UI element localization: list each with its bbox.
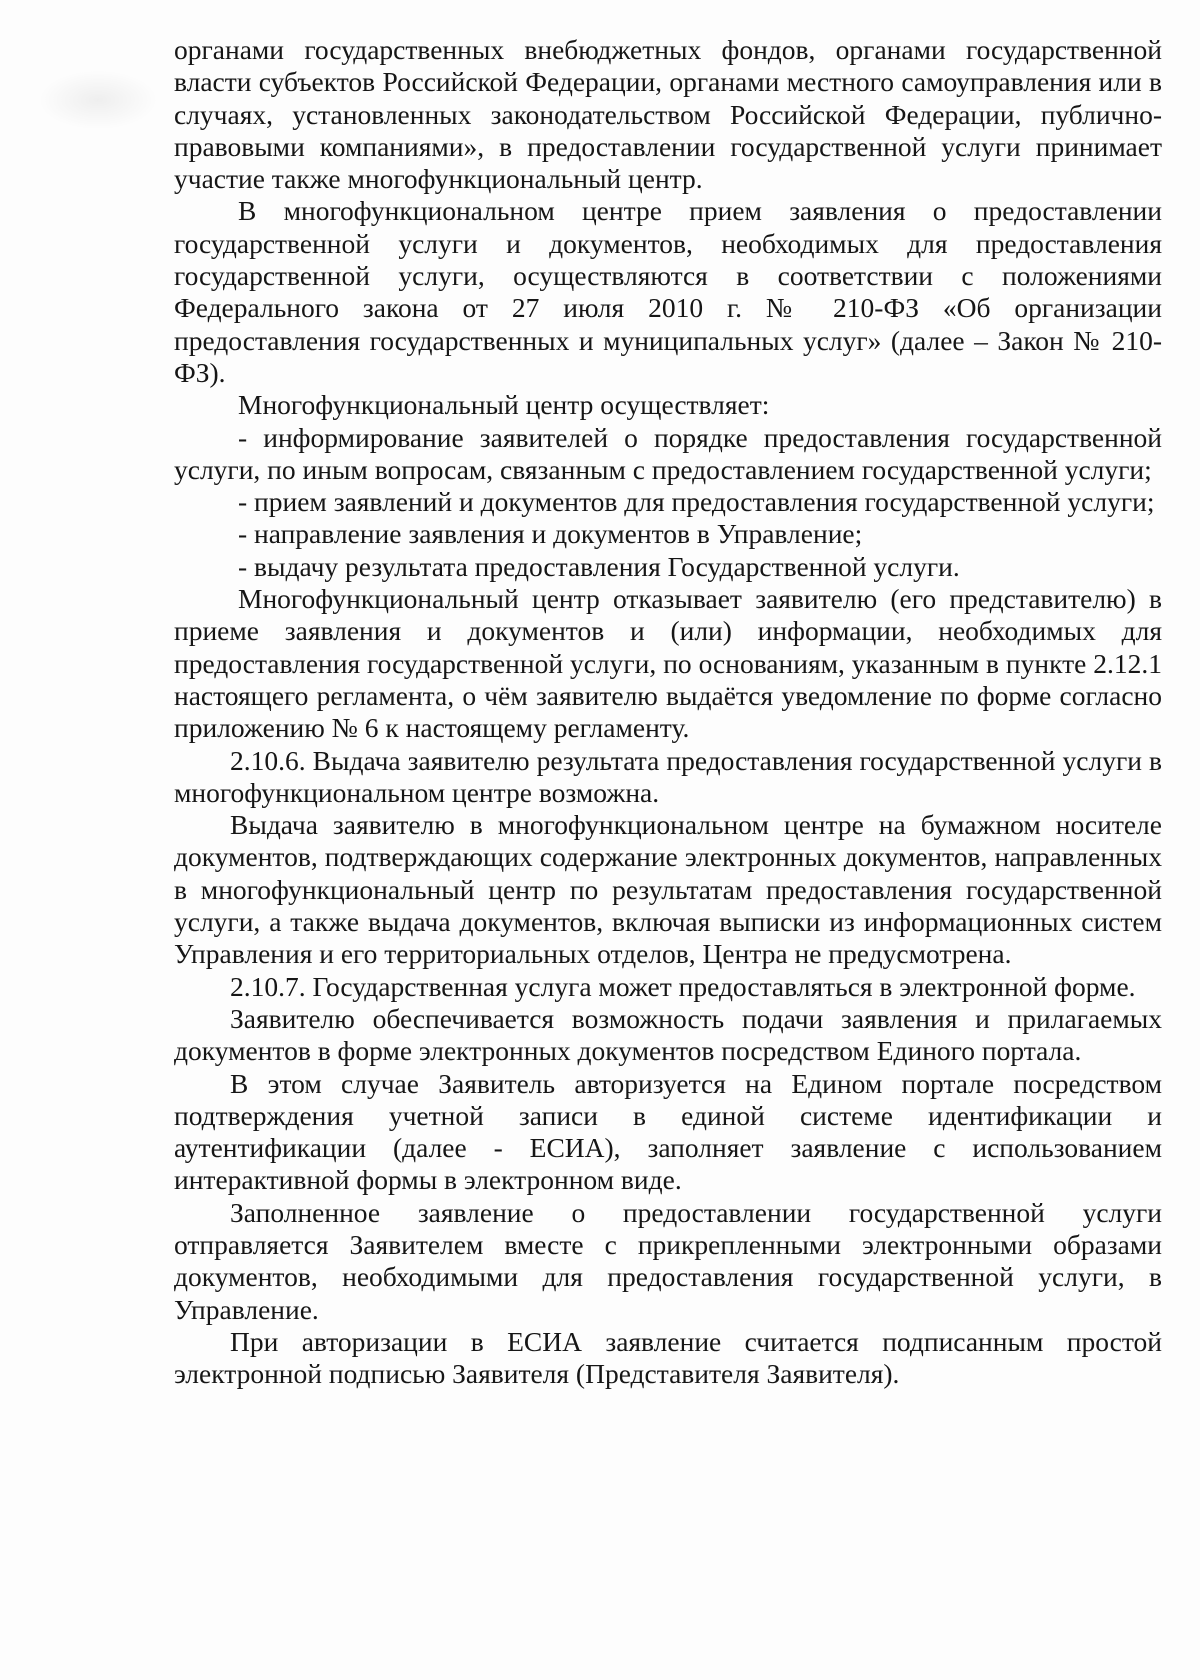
section-heading-paragraph: 2.10.6. Выдача заявителю результата предоставления государственной услуги в многофункциональном центре возможна.	[174, 744, 1162, 808]
paragraph: Заявителю обеспечивается возможность подачи заявления и прилагаемых документов в форме электронных документов посредством Единого портала.	[174, 1002, 1162, 1067]
paragraph: Заполненное заявление о предоставлении государственной услуги отправляется Заявителем вместе с прикрепленными электронными образами документов, необходимыми для предоставления государственной услуги, в Управление.	[174, 1196, 1162, 1325]
paragraph: Многофункциональный центр отказывает заявителю (его представителю) в приеме заявления и документов и (или) информации, необходимых для предоставления государственной услуги, по основаниям, указанным в пункте 2.12.1 настоящего регламента, о чём заявителю выдаётся уведомление по форме согласно приложению № 6 к настоящему регламенту.	[174, 583, 1162, 744]
paragraph: При авторизации в ЕСИА заявление считается подписанным простой электронной подписью Заявителя (Представителя Заявителя).	[174, 1325, 1162, 1390]
paragraph: В многофункциональном центре прием заявления о предоставлении государственной услуги и документов, необходимых для предоставления государственной услуги, осуществляются в соответствии с положениями Федерального закона от 27 июля 2010 г. № 210-ФЗ «Об организации предоставления государственных и муниципальных услуг» (далее – Закон № 210-ФЗ).	[174, 195, 1162, 388]
scan-smudge	[38, 70, 158, 130]
list-item: - прием заявлений и документов для предоставления государственной услуги;	[238, 486, 1155, 518]
list-item: - выдачу результата предоставления Государственной услуги.	[238, 550, 960, 582]
paragraph: органами государственных внебюджетных фондов, органами государственной власти субъектов Российской Федерации, органами местного самоуправления или в случаях, установленных законодательством Российской Федерации, публично-правовыми компаниями», в предоставлении государственной услуги принимает участие также многофункциональный центр.	[174, 34, 1162, 195]
paragraph: Выдача заявителю в многофункциональном центре на бумажном носителе документов, подтверждающих содержание электронных документов, направленных в многофункциональный центр по результатам предоставления государственной услуги, а также выдача документов, включая выписки из информационных систем Управления и его территориальных отделов, Центра не предусмотрена.	[174, 809, 1162, 970]
list-item: - направление заявления и документов в Управление;	[238, 518, 863, 550]
list-item: - информирование заявителей о порядке предоставления государственной услуги, по иным вопросам, связанным с предоставлением государственной услуги;	[174, 421, 1162, 485]
document-body	[174, 34, 1162, 1390]
paragraph: В этом случае Заявитель авторизуется на Едином портале посредством подтверждения учетной записи в единой системе идентификации и аутентификации (далее - ЕСИА), заполняет заявление с использованием интерактивной формы в электронном виде.	[174, 1067, 1162, 1196]
section-heading-paragraph: 2.10.7. Государственная услуга может предоставляться в электронной форме.	[230, 970, 1136, 1002]
paragraph: Многофункциональный центр осуществляет:	[238, 389, 770, 421]
